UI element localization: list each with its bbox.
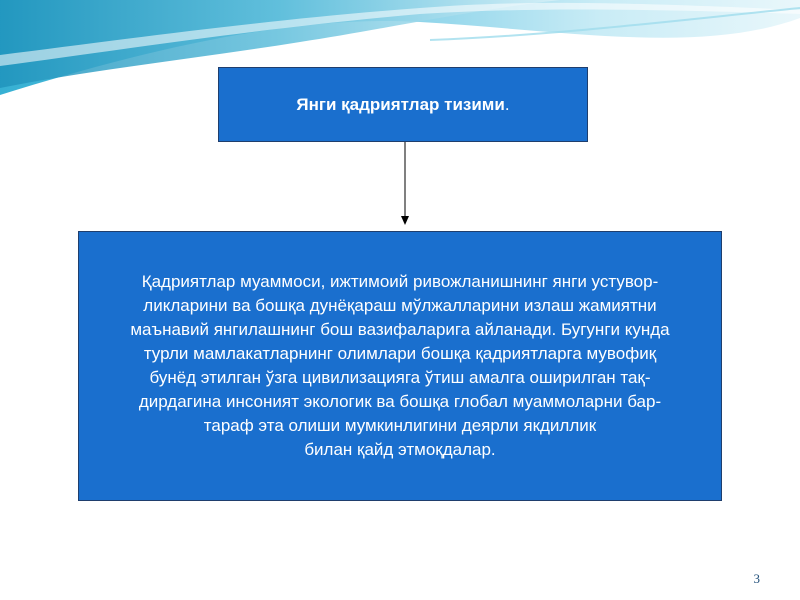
content-text: Қадриятлар муаммоси, ижтимоий ривожланишнинг янги устувор- ликларини ва бошқа дунёқараш мўлжалларини излаш жамиятни маънавий янгилашнинг бош вазифаларига айланади. Бугунги кунда турли мамлакатларнинг олимлари бошқа қадриятларга мувофиқ бунёд этилган ўзга цивилизацияга ўтиш амалга оширилган тақ- дирдагина инсоният экологик ва бошқа глобал муаммоларни бар- тараф эта олиши мумкинлигини деярли якдиллик билан қайд этмоқдалар. bbox=[130, 272, 670, 459]
title-text: Янги қадриятлар тизими bbox=[296, 94, 505, 114]
page-number: 3 bbox=[753, 571, 760, 586]
content-box bbox=[78, 231, 722, 501]
title-period: . bbox=[504, 94, 510, 114]
arrow-head bbox=[401, 216, 409, 225]
title-box bbox=[218, 67, 588, 142]
